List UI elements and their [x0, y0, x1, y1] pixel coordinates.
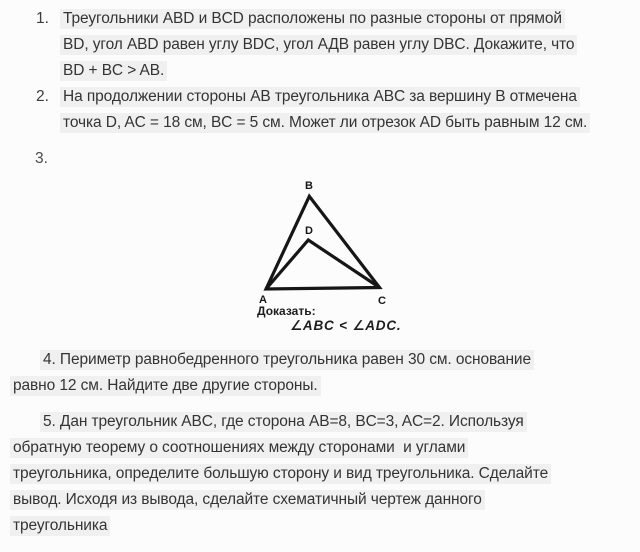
list-marker-3: 3.: [35, 150, 48, 167]
problem-1-line-2: BD, угол ABD равен углу BDC, угол АДВ равен углу DBC. Докажите, что: [60, 32, 577, 58]
problem-2: [60, 84, 590, 136]
problem-5-line-1: 5. Дан треугольник ABC, где сторона AB=8, BC=3, AC=2. Используя: [10, 409, 551, 435]
vertex-label-c: C: [378, 295, 386, 307]
triangle-diagram: [250, 178, 395, 310]
vertex-label-d: D: [305, 225, 313, 237]
list-marker-2: 2.: [36, 88, 49, 105]
problem-1-line-3: BD + BC > AB.: [60, 58, 577, 84]
vertex-label-b: B: [305, 180, 313, 192]
list-marker-1: 1.: [36, 10, 49, 27]
problem-1-line-1: Треугольники ABD и BCD расположены по разные стороны от прямой: [60, 6, 577, 32]
diagram-caption-title: Доказать:: [257, 304, 316, 318]
problem-4: [10, 347, 534, 399]
problem-5-line-4: вывод. Исходя из вывода, сделайте схематичный чертеж данного: [10, 487, 551, 513]
diagram-caption-formula: ∠ABC < ∠ADC.: [290, 318, 402, 333]
problem-2-line-1: На продолжении стороны AB треугольника ABC за вершину B отмечена: [60, 84, 590, 110]
vertex-label-a: A: [259, 294, 267, 306]
problem-4-line-1: 4. Периметр равнобедренного треугольника равен 30 см. основание: [10, 347, 534, 373]
problem-5-line-3: треугольника, определите большую сторону и вид треугольника. Сделайте: [10, 461, 551, 487]
problem-5: [10, 409, 551, 539]
problem-5-line-5: треугольника: [10, 513, 551, 539]
problem-1: [60, 6, 577, 84]
problem-5-line-2: обратную теорему о соотношениях между сторонами и углами: [10, 435, 551, 461]
problem-4-line-2: равно 12 см. Найдите две другие стороны.: [10, 373, 534, 399]
problem-2-line-2: точка D, AC = 18 см, BC = 5 см. Может ли отрезок AD быть равным 12 см.: [60, 110, 590, 136]
